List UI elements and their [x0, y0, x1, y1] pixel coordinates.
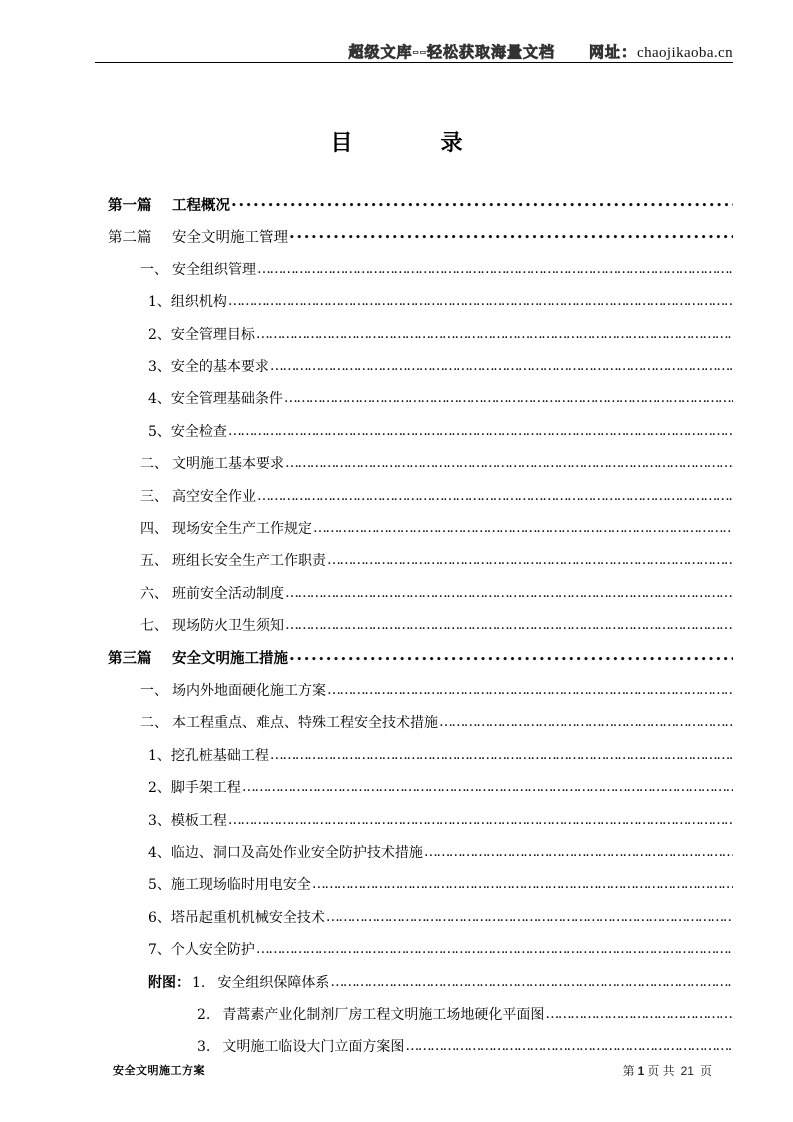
toc-entry-text: 现场安全生产工作规定: [172, 521, 312, 537]
toc-entry-text: 文明施工基本要求: [172, 456, 284, 473]
toc-entry-number: 第三篇: [108, 651, 152, 668]
dot-leader: [289, 645, 733, 671]
toc-entry-text: 塔吊起重机机械安全技术: [170, 909, 325, 926]
dot-leader: [424, 839, 733, 865]
page-title: [0, 126, 793, 157]
toc-entry[interactable]: [140, 483, 733, 509]
dot-leader: [312, 871, 733, 897]
toc-entry-number: 5、: [148, 423, 171, 440]
toc-entry-number: 4、: [148, 391, 171, 408]
toc-entry[interactable]: [140, 450, 733, 476]
toc-entry-text: 文明施工临设大门立面方案图: [222, 1039, 405, 1056]
dot-leader: [256, 321, 733, 347]
toc-entry[interactable]: [148, 385, 733, 411]
dot-leader: [284, 385, 733, 411]
toc-entry-label: [108, 226, 288, 247]
toc-entry-text: 安全文明施工措施: [172, 651, 288, 668]
toc-entry-number: 第二篇: [108, 229, 152, 246]
toc-entry[interactable]: [148, 807, 733, 833]
toc-entry-label: [148, 324, 255, 344]
toc-entry-label: [140, 486, 256, 506]
dot-leader: [285, 580, 733, 606]
toc-entry-number: 7、: [148, 942, 171, 959]
toc-appendix-prefix: 附图：: [148, 974, 190, 991]
toc-entry-label: [140, 550, 326, 570]
toc-entry[interactable]: [148, 936, 733, 962]
toc-entry-number: 6、: [148, 909, 171, 926]
toc-entry[interactable]: [148, 321, 733, 347]
dot-leader: [257, 256, 733, 282]
current-page: 1: [637, 1064, 645, 1078]
toc-entry-label: [148, 388, 283, 408]
header-url: chaojikaoba.cn: [637, 45, 733, 61]
toc-entry[interactable]: [148, 839, 733, 865]
title-char-2: 录: [440, 131, 463, 156]
toc-entry[interactable]: [148, 969, 733, 995]
dot-leader: [313, 515, 733, 541]
dot-leader: [326, 904, 733, 930]
toc-entry-text: 班前安全活动制度: [172, 585, 284, 602]
toc-entry-label: [148, 810, 227, 830]
dot-leader: [231, 191, 733, 217]
toc-entry[interactable]: [148, 904, 733, 930]
toc-entry-label: [148, 745, 269, 765]
toc-entry-number: 3、: [148, 359, 171, 375]
toc-entry[interactable]: [140, 612, 733, 638]
toc-entry-text: 工程概况: [172, 197, 230, 214]
toc-entry[interactable]: [148, 871, 733, 897]
toc-entry-number: 五、: [140, 553, 168, 570]
toc-entry[interactable]: [148, 353, 733, 379]
toc-entry[interactable]: [140, 547, 733, 573]
toc-entry-label: [148, 874, 311, 894]
toc-entry-text: 青蒿素产业化制剂厂房工程文明施工场地硬化平面图: [222, 1007, 545, 1023]
toc-entry-text: 施工现场临时用电安全: [170, 877, 311, 894]
toc-entry-number: 2.: [197, 1007, 211, 1023]
toc-entry-label: [108, 647, 288, 668]
toc-entry-text: 组织机构: [170, 294, 227, 311]
toc-entry-label: [140, 615, 284, 635]
title-char-1: 目: [330, 131, 353, 156]
dot-leader: [405, 1033, 733, 1059]
dot-leader: [545, 1001, 733, 1027]
toc-entry[interactable]: [197, 1001, 733, 1027]
toc-entry-number: 二、: [140, 715, 168, 732]
toc-entry-text: 安全管理基础条件: [170, 391, 283, 408]
toc-entry-number: 1、: [148, 294, 171, 311]
toc-entry-text: 安全组织保障体系: [217, 974, 330, 991]
toc-entry[interactable]: [108, 645, 733, 671]
toc-entry-text: 高空安全作业: [172, 488, 256, 505]
toc-entry[interactable]: [140, 709, 733, 735]
toc-entry-label: [148, 356, 269, 376]
dot-leader: [256, 936, 733, 962]
header-text: [349, 44, 733, 61]
dot-leader: [327, 677, 733, 703]
toc-entry-label: [148, 842, 423, 862]
dot-leader: [228, 807, 733, 833]
page-header: [95, 44, 733, 63]
toc-entry-label: [140, 453, 284, 473]
toc-entry-number: 二、: [140, 456, 168, 473]
toc-entry-text: 模板工程: [170, 812, 227, 829]
toc-entry[interactable]: [148, 774, 733, 800]
toc-entry-number: 3.: [197, 1039, 211, 1056]
toc-entry[interactable]: [140, 677, 733, 703]
toc-entry-number: 2、: [148, 780, 171, 797]
dot-leader: [257, 483, 733, 509]
toc-entry-label: [148, 939, 255, 959]
toc-entry-number: 5、: [148, 877, 171, 894]
dot-leader: [330, 969, 733, 995]
toc-entry-number: 3、: [148, 812, 171, 829]
toc-entry-text: 安全管理目标: [170, 326, 255, 343]
footer-page-number: 第 1 页 共 21 页: [622, 1064, 712, 1078]
toc-entry-label: [148, 777, 241, 797]
toc-entry-label: [148, 972, 329, 992]
dot-leader: [270, 742, 733, 768]
toc-entry-number: 一、: [140, 683, 168, 699]
toc-entry-label: [140, 712, 438, 732]
dot-leader: [285, 612, 733, 638]
toc-entry-text: 安全文明施工管理: [172, 229, 288, 246]
toc-entry-number: 六、: [140, 585, 168, 602]
toc-entry-text: 场内外地面硬化施工方案: [172, 683, 326, 699]
toc-entry-text: 本工程重点、难点、特殊工程安全技术措施: [172, 715, 438, 732]
toc-entry[interactable]: [140, 515, 733, 541]
toc-entry-label: [140, 518, 312, 538]
toc-entry-label: [148, 907, 325, 927]
toc-entry-label: [140, 680, 326, 700]
toc-entry-number: 1.: [192, 974, 206, 991]
toc-entry[interactable]: [108, 223, 733, 249]
toc-entry[interactable]: [140, 256, 733, 282]
toc-entry-label: [140, 259, 256, 279]
toc-entry-text: 挖孔桩基础工程: [170, 747, 269, 764]
toc-entry[interactable]: [148, 742, 733, 768]
header-site-text: 超级文库--轻松获取海量文档: [348, 43, 555, 61]
toc-entry-number: 一、: [140, 261, 168, 278]
dot-leader: [242, 774, 733, 800]
toc-entry-number: 4、: [148, 845, 171, 861]
dot-leader: [228, 418, 733, 444]
toc-entry-text: 安全组织管理: [172, 261, 256, 278]
toc-entry-number: 2、: [148, 326, 171, 343]
toc-entry-text: 安全的基本要求: [170, 359, 269, 375]
toc-entry[interactable]: [197, 1033, 733, 1059]
toc-entry-label: [140, 583, 284, 603]
dot-leader: [289, 223, 733, 249]
toc-entry-text: 临边、洞口及高处作业安全防护技术措施: [170, 845, 423, 861]
dot-leader: [228, 288, 733, 314]
dot-leader: [327, 547, 733, 573]
dot-leader: [439, 709, 733, 735]
toc-entry-number: 四、: [140, 521, 168, 537]
dot-leader: [285, 450, 733, 476]
toc-entry-text: 个人安全防护: [170, 942, 255, 959]
toc-entry[interactable]: [148, 288, 733, 314]
toc-entry-label: [148, 421, 227, 441]
header-url-label: 网址：: [589, 43, 638, 61]
toc-entry-label: [197, 1036, 404, 1056]
toc-entry-text: 班组长安全生产工作职责: [172, 553, 326, 570]
toc-entry[interactable]: [148, 418, 733, 444]
toc-entry-number: 七、: [140, 618, 168, 635]
toc-entry[interactable]: [108, 191, 733, 217]
toc-entry-label: [148, 291, 227, 311]
toc-entry-number: 第一篇: [108, 197, 152, 214]
toc-entry-label: [108, 194, 230, 215]
toc-entry-number: 1、: [148, 747, 171, 764]
toc-entry-number: 三、: [140, 488, 168, 505]
toc-entry-label: [197, 1004, 544, 1024]
page-footer: [113, 1062, 715, 1080]
toc-entry-text: 安全检查: [170, 423, 227, 440]
toc-entry-text: 现场防火卫生须知: [172, 618, 284, 635]
toc-entry[interactable]: [140, 580, 733, 606]
toc-entry-text: 脚手架工程: [170, 780, 241, 797]
dot-leader: [270, 353, 733, 379]
total-pages: 21: [680, 1064, 694, 1078]
footer-doc-title: 安全文明施工方案: [113, 1064, 205, 1077]
